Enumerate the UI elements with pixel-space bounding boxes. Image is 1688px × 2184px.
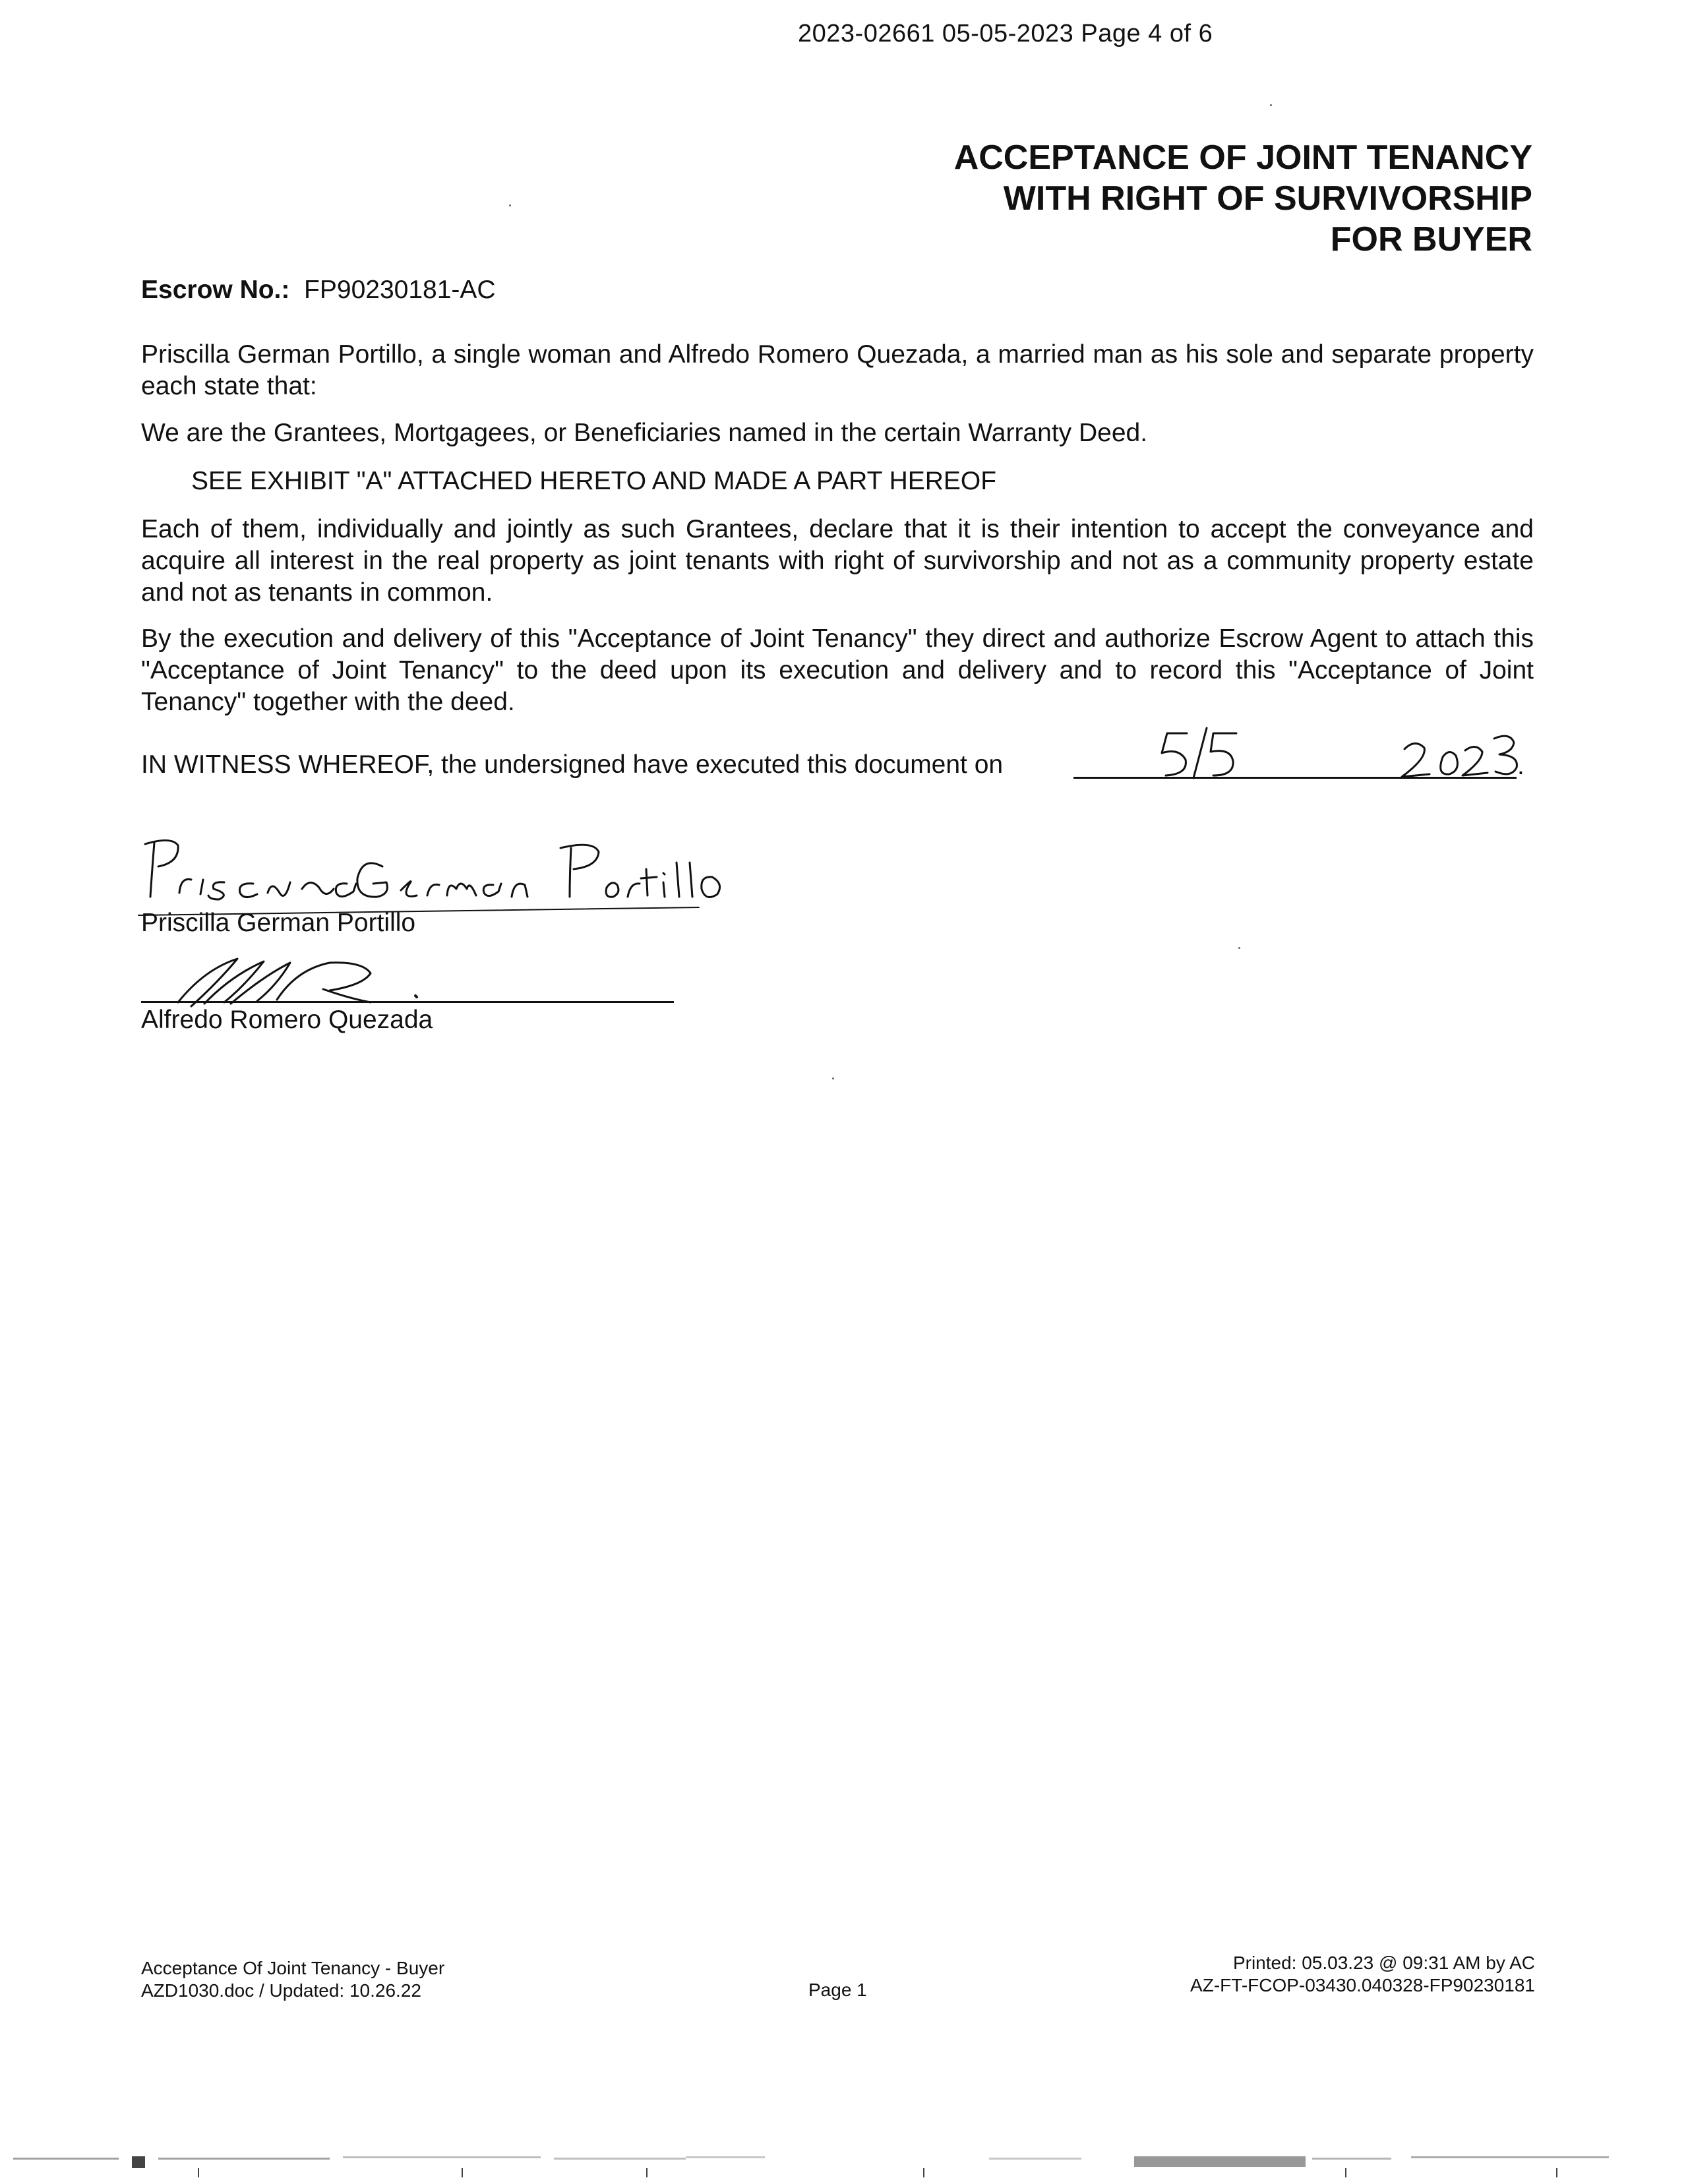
title-line-1: ACCEPTANCE OF JOINT TENANCY bbox=[953, 138, 1532, 177]
title-line-3: FOR BUYER bbox=[1330, 220, 1532, 258]
execution-paragraph: By the execution and delivery of this "Acceptance of Joint Tenancy" they direct and authorize Escrow Agent to attach this "Acceptance of Joint Tenancy" to the deed upon its execution and delivery and to record this "Acceptance of Joint Tenancy" together with the deed. bbox=[141, 624, 1534, 716]
scan-artifact-strip bbox=[0, 2148, 1688, 2184]
footer-form-version: AZD1030.doc / Updated: 10.26.22 bbox=[141, 1980, 421, 2001]
scan-speck bbox=[509, 204, 511, 206]
footer-form-name: Acceptance Of Joint Tenancy - Buyer bbox=[141, 1958, 445, 1978]
intention-paragraph: Each of them, individually and jointly as such Grantees, declare that it is their intention to accept the conveyance and acquire all interest in the real property as joint tenants with right of survivorship and not as a community property estate and not as tenants in common. bbox=[141, 515, 1534, 607]
signer-name-2: Alfredo Romero Quezada bbox=[141, 1006, 433, 1034]
escrow-number bbox=[141, 276, 496, 305]
signature-line-2 bbox=[141, 1001, 674, 1003]
escrow-label: Escrow No.: bbox=[141, 276, 290, 304]
grantees-paragraph: We are the Grantees, Mortgagees, or Beneficiaries named in the certain Warranty Deed. bbox=[141, 419, 1148, 447]
footer-file-code: AZ-FT-FCOP-03430.040328-FP90230181 bbox=[1190, 1975, 1535, 1995]
signer-name-1: Priscilla German Portillo bbox=[141, 909, 416, 937]
recording-stamp: 2023-02661 05-05-2023 Page 4 of 6 bbox=[798, 20, 1213, 47]
handwritten-date bbox=[1114, 719, 1550, 785]
witness-clause: IN WITNESS WHEREOF, the undersigned have executed this document on bbox=[141, 750, 1004, 779]
document-title bbox=[954, 137, 1532, 260]
scan-speck bbox=[1270, 104, 1272, 106]
parties-paragraph: Priscilla German Portillo, a single woman and Alfredo Romero Quezada, a married man as his sole and separate property each state that: bbox=[141, 340, 1534, 400]
footer-form-info bbox=[141, 1957, 444, 2002]
footer-printed: Printed: 05.03.23 @ 09:31 AM by AC bbox=[1232, 1953, 1535, 1973]
footer-print-info bbox=[1190, 1952, 1535, 1997]
date-end-mark: . bbox=[1517, 752, 1524, 780]
scan-speck bbox=[832, 1077, 834, 1079]
exhibit-reference: SEE EXHIBIT "A" ATTACHED HERETO AND MADE A PART HEREOF bbox=[191, 467, 997, 495]
footer-page-number: Page 1 bbox=[808, 1980, 867, 2000]
scan-speck bbox=[1238, 947, 1240, 949]
escrow-value: FP90230181-AC bbox=[304, 276, 496, 304]
title-line-2: WITH RIGHT OF SURVIVORSHIP bbox=[1003, 179, 1532, 218]
